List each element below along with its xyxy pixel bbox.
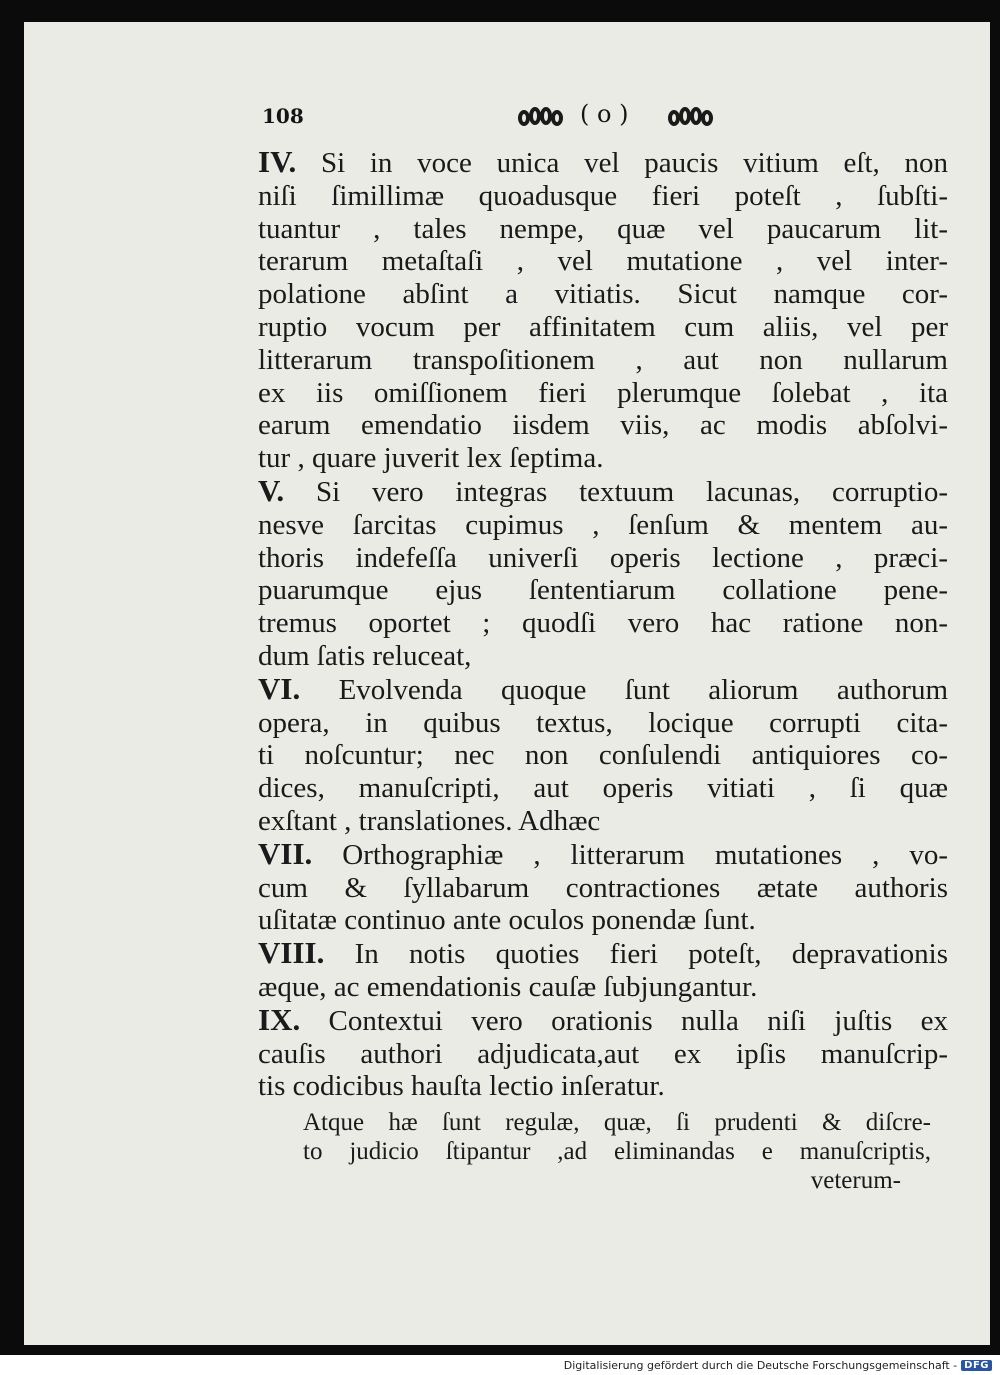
- text-line: tremus oportet ; quodſi vero hac ratione non-: [258, 607, 948, 640]
- rule-numeral: IX.: [258, 1001, 301, 1037]
- ornament-right-icon: [667, 106, 713, 128]
- text-line: earum emendatio iisdem viis, ac modis abſolvi-: [258, 409, 948, 442]
- header-center-mark: ( o ): [580, 100, 629, 128]
- text-line: terarum metaſtaſi , vel mutatione , vel inter-: [258, 245, 948, 278]
- rule-numeral: VII.: [258, 835, 313, 871]
- text-line: V. Si vero integras textuum lacunas, corruptio-: [258, 472, 948, 508]
- text-line: exſtant , translationes. Adhæc: [258, 804, 601, 837]
- page-number: 108: [262, 104, 304, 128]
- rule-numeral: VI.: [258, 670, 301, 706]
- text-line: cauſis authori adjudicata,aut ex ipſis manuſcrip-: [258, 1037, 948, 1070]
- text-line: nesve ſarcitas cupimus , ſenſum & mentem au-: [258, 508, 948, 541]
- running-header: [262, 100, 732, 134]
- text-line: IV. Si in voce unica vel paucis vitium eſt, non: [258, 144, 948, 179]
- text-line: litterarum transpoſitionem , aut non nullarum: [258, 343, 948, 376]
- text-line: to judicio ſtipantur ,ad eliminandas e manuſcriptis,: [303, 1138, 931, 1165]
- text-line: dum ſatis reluceat,: [258, 639, 472, 672]
- text-line: uſitatæ continuo ante oculos ponendæ ſunt.: [258, 904, 756, 937]
- text-line: opera, in quibus textus, locique corrupti cita-: [258, 706, 948, 739]
- footer-credit: Digitalisierung gefördert durch die Deutsche Forschungsgemeinschaft -: [563, 1358, 958, 1372]
- text-line: cum & ſyllabarum contractiones ætate authoris: [258, 871, 948, 904]
- text-line: VII. Orthographiæ , litterarum mutationes , vo-: [258, 835, 948, 871]
- text-line: thoris indefeſſa univerſi operis lectione , præci-: [258, 541, 948, 574]
- catchword: veterum-: [810, 1167, 901, 1194]
- ornament-left-icon: [517, 106, 563, 128]
- text-line: ex iis omiſſionem fieri plerumque ſolebat , ita: [258, 376, 948, 409]
- text-line: ruptio vocum per affinitatem cum aliis, vel per: [258, 310, 948, 343]
- text-line: tis codicibus hauſta lectio inſeratur.: [258, 1070, 665, 1103]
- dfg-logo-icon: DFG: [961, 1360, 992, 1371]
- text-line: IX. Contextui vero orationis nulla niſi juſtis ex: [258, 1001, 948, 1037]
- text-line: VI. Evolvenda quoque ſunt aliorum authorum: [258, 670, 948, 706]
- text-line: tur , quare juverit lex ſeptima.: [258, 442, 604, 475]
- digitization-footer: [564, 1357, 992, 1373]
- text-line: dices, manuſcripti, aut operis vitiati , ſi quæ: [258, 772, 948, 805]
- text-line: tuantur , tales nempe, quæ vel paucarum lit-: [258, 212, 948, 245]
- rule-paragraph: [258, 472, 948, 673]
- text-line: polatione abſint a vitiatis. Sicut namque cor-: [258, 278, 948, 311]
- rule-paragraph: [258, 835, 948, 937]
- text-line: puarumque ejus ſententiarum collatione pene-: [258, 574, 948, 607]
- body-text: [258, 146, 948, 1103]
- text-line: Atque hæ ſunt regulæ, quæ, ſi prudenti & diſcre-: [303, 1109, 931, 1136]
- text-line: niſi ſimillimæ quoadusque fieri poteſt , ſubſti-: [258, 179, 948, 212]
- text-line: ti noſcuntur; nec non conſulendi antiquiores co-: [258, 739, 948, 772]
- rule-paragraph: [258, 146, 948, 475]
- text-line: VIII. In notis quoties fieri poteſt, depravationis: [258, 935, 948, 971]
- rule-numeral: V.: [258, 472, 285, 508]
- text-line: æque, ac emendationis cauſæ ſubjungantur.: [258, 970, 758, 1003]
- rule-paragraph: [258, 1001, 948, 1103]
- closing-paragraph: [303, 1108, 931, 1195]
- rule-paragraph: [258, 670, 948, 838]
- rule-numeral: VIII.: [258, 935, 325, 971]
- rule-paragraph: [258, 937, 948, 1004]
- rule-numeral: IV.: [258, 144, 297, 179]
